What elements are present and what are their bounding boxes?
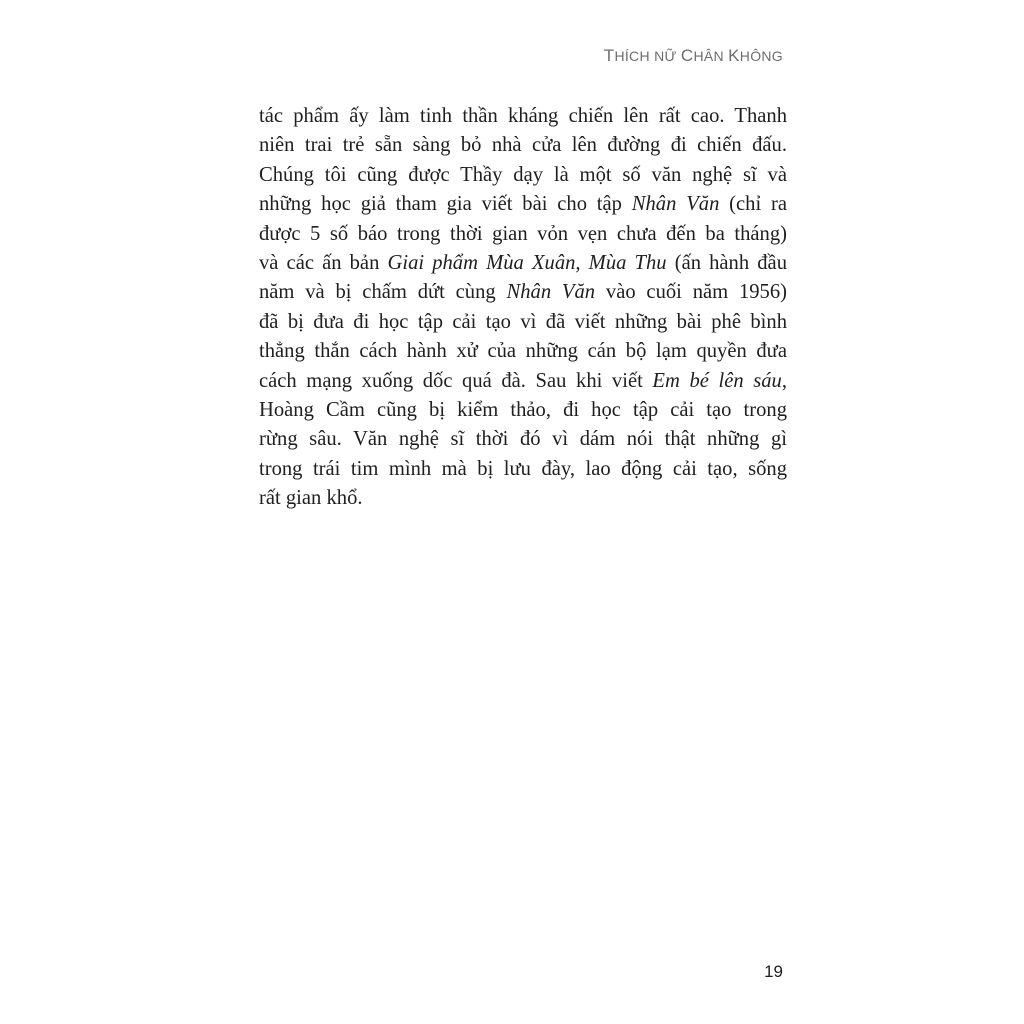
italic-title: Nhân Văn xyxy=(506,281,596,304)
text-line xyxy=(259,308,787,337)
text-line xyxy=(259,278,787,307)
text-run: niên trai trẻ sẵn sàng bỏ nhà cửa lên đường đi chiến đấu. xyxy=(259,134,787,157)
running-header-part: HÍCH NỮ xyxy=(614,48,681,64)
text-line xyxy=(259,455,787,484)
text-run: thẳng thắn cách hành xử của những cán bộ lạm quyền đưa xyxy=(259,340,787,363)
text-line xyxy=(259,102,787,131)
running-header-part: HÔNG xyxy=(739,48,783,64)
text-run: cách mạng xuống dốc quá đà. Sau khi viết xyxy=(259,369,653,392)
text-run: , xyxy=(781,369,787,392)
italic-title: Nhân Văn xyxy=(631,193,720,216)
text-run: năm và bị chấm dứt cùng xyxy=(259,281,507,304)
text-run: Chúng tôi cũng được Thầy dạy là một số văn nghệ sĩ và xyxy=(259,163,787,186)
running-header-part: T xyxy=(603,46,615,65)
italic-title: Em bé lên sáu xyxy=(652,369,782,392)
text-run: vào cuối năm 1956) xyxy=(595,281,787,304)
text-line xyxy=(259,396,787,425)
text-run: những học giả tham gia viết bài cho tập xyxy=(259,193,632,216)
text-run: được 5 số báo trong thời gian vỏn vẹn chưa đến ba tháng) xyxy=(259,222,787,245)
text-run: rừng sâu. Văn nghệ sĩ thời đó vì dám nói thật những gì xyxy=(259,428,787,451)
text-run: Hoàng Cầm cũng bị kiểm thảo, đi học tập cải tạo trong xyxy=(259,399,787,422)
italic-title: Giai phẩm Mùa Xuân, Mùa Thu xyxy=(387,252,667,275)
text-run: rất gian khổ. xyxy=(259,487,363,510)
text-line xyxy=(259,249,787,278)
text-run: trong trái tim mình mà bị lưu đày, lao động cải tạo, sống xyxy=(259,457,787,480)
running-header-part: HÂN xyxy=(693,48,729,64)
text-run: (ấn hành đầu xyxy=(666,252,787,275)
text-line xyxy=(259,190,787,219)
page-number: 19 xyxy=(764,962,783,981)
text-line xyxy=(259,131,787,160)
text-line xyxy=(259,161,787,190)
text-line xyxy=(259,367,787,396)
text-line xyxy=(259,425,787,454)
running-header-part: C xyxy=(680,46,694,65)
text-run: đã bị đưa đi học tập cải tạo vì đã viết những bài phê bình xyxy=(259,310,787,333)
text-line xyxy=(259,337,787,366)
body-paragraph xyxy=(259,102,787,514)
running-header-part: K xyxy=(728,46,740,65)
text-run: tác phẩm ấy làm tinh thần kháng chiến lên rất cao. Thanh xyxy=(259,105,787,127)
text-run: và các ấn bản xyxy=(259,252,388,275)
text-line xyxy=(259,220,787,249)
text-run: (chỉ ra xyxy=(719,193,787,216)
running-header xyxy=(604,46,783,66)
text-line xyxy=(259,484,787,513)
